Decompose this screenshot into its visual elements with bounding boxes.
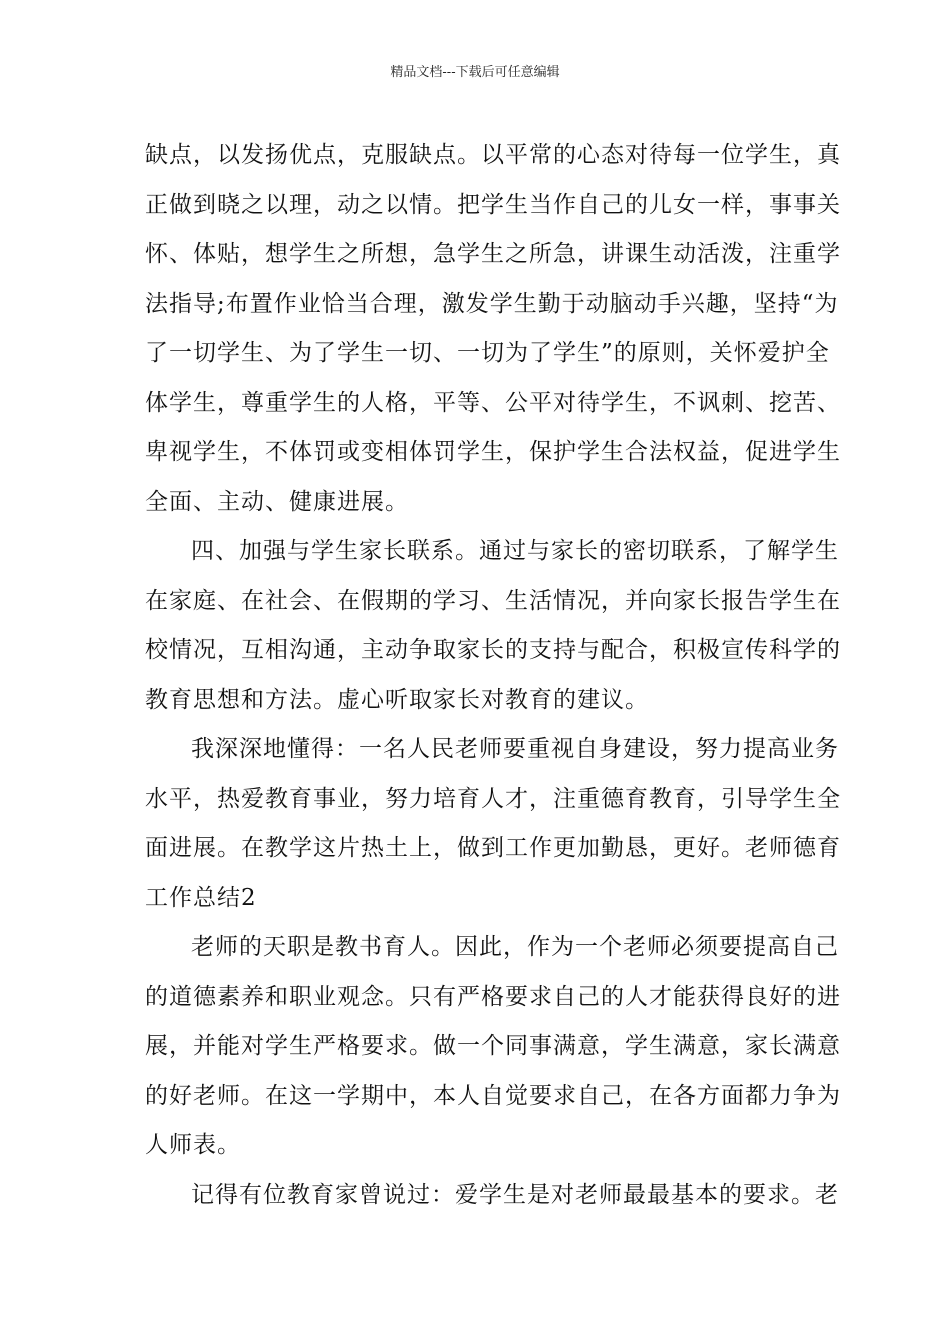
- text-line: 我深深地懂得：一名人民老师要重视自身建设，努力提高业务: [191, 736, 839, 762]
- text-line: 工作总结2: [145, 884, 257, 911]
- text-line: 老师的天职是教书育人。因此，作为一个老师必须要提高自己: [191, 934, 839, 960]
- text-line: 展，并能对学生严格要求。做一个同事满意，学生满意，家长满意: [145, 1033, 841, 1059]
- text-line: 四、加强与学生家长联系。通过与家长的密切联系，了解学生: [191, 538, 839, 564]
- text-line: 卑视学生，不体罚或变相体罚学生，保护学生合法权益，促进学生: [145, 439, 841, 465]
- text-line: 的道德素养和职业观念。只有严格要求自己的人才能获得良好的进: [145, 983, 841, 1010]
- text-line: 怀、体贴，想学生之所想，急学生之所急，讲课生动活泼，注重学: [145, 241, 841, 267]
- page-header: 精品文档---下载后可任意编辑: [390, 65, 560, 80]
- text-line: 了一切学生、为了学生一切、一切为了学生”的原则，关怀爱护全: [145, 340, 830, 366]
- text-line: 校情况，互相沟通，主动争取家长的支持与配合，积极宣传科学的: [145, 637, 841, 663]
- text-line: 的好老师。在这一学期中，本人自觉要求自己，在各方面都力争为: [145, 1082, 841, 1109]
- text-line: 在家庭、在社会、在假期的学习、生活情况，并向家长报告学生在: [145, 587, 841, 614]
- text-line: 面进展。在教学这片热土上，做到工作更加勤恳，更好。老师德育: [145, 835, 841, 861]
- text-line: 人师表。: [145, 1132, 241, 1158]
- text-line: 全面、主动、健康进展。: [145, 488, 409, 515]
- text-line: 法指导;布置作业恰当合理，激发学生勤于动脑动手兴趣，坚持“为: [145, 290, 839, 317]
- text-line: 缺点，以发扬优点，克服缺点。以平常的心态对待每一位学生，真: [145, 142, 841, 168]
- text-line: 正做到晓之以理，动之以情。把学生当作自己的儿女一样，事事关: [145, 191, 841, 218]
- text-line: 水平，热爱教育事业，努力培育人才，注重德育教育，引导学生全: [145, 785, 841, 812]
- text-line: 记得有位教育家曾说过：爱学生是对老师最最基本的要求。老: [191, 1181, 839, 1208]
- text-line: 体学生，尊重学生的人格，平等、公平对待学生，不讽刺、挖苦、: [145, 389, 841, 416]
- text-line: 教育思想和方法。虚心听取家长对教育的建议。: [145, 686, 649, 713]
- body-text: [145, 131, 841, 1220]
